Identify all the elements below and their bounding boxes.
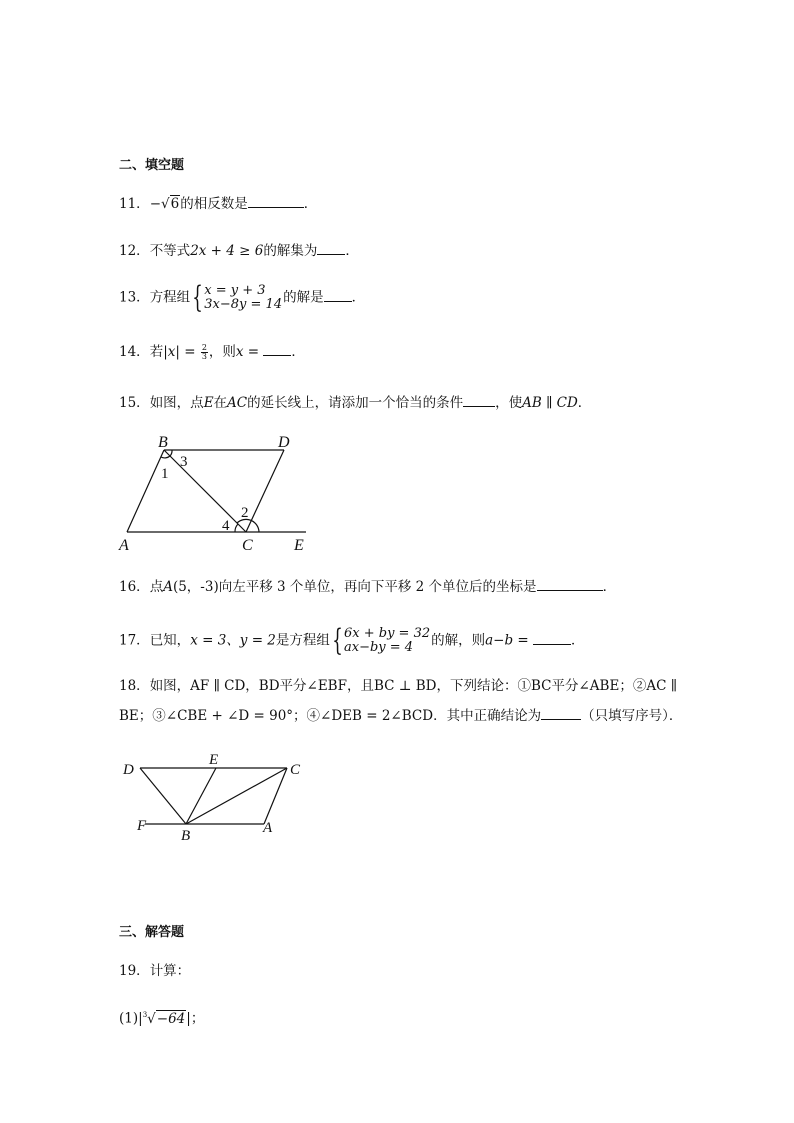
answer-blank[interactable] xyxy=(324,289,352,302)
inequality-expression: 2x + 4 ≥ 6 xyxy=(190,243,264,259)
root-index: 3 xyxy=(142,1011,148,1019)
angle-label-2: 2 xyxy=(241,505,249,521)
angle-arc-1 xyxy=(161,456,170,458)
segment-DB xyxy=(140,768,186,824)
angle-label-4: 4 xyxy=(222,518,230,534)
question-number: 14． xyxy=(119,344,150,360)
section-title-solve: 三、解答题 xyxy=(119,925,185,940)
angle-label-3: 3 xyxy=(180,454,188,470)
segment-AB xyxy=(127,450,164,532)
point-label-A: A xyxy=(119,537,129,554)
segment-DC xyxy=(246,450,284,532)
question-18-line-2: BE；③∠CBE + ∠D = 90°；④∠DEB = 2∠BCD．其中正确结论为 （只填写序号）． xyxy=(119,708,683,724)
question-13: 13．方程组 { x = y + 3 3x−8y = 14 的解是 ． xyxy=(119,280,366,315)
question-number: 17． xyxy=(119,632,150,649)
equation-system: { 6x + by = 32 ax−by = 4 xyxy=(332,623,431,658)
fraction: $\frac{2}{3}$ xyxy=(201,343,207,361)
question-15: 15．如图，点E在AC的延长线上，请添加一个恰当的条件 ，使AB ∥ CD． xyxy=(119,395,592,411)
question-11: 11．−√6的相反数是 ． xyxy=(119,196,318,212)
question-number: 16． xyxy=(119,579,150,595)
question-number: 15． xyxy=(119,395,150,411)
question-number: 11． xyxy=(119,196,150,212)
answer-blank[interactable] xyxy=(537,578,603,591)
question-14: 14．若|x| = $\frac{2}{3}$ ，则x = ． xyxy=(119,343,305,361)
question-number: 18． xyxy=(119,678,150,694)
point-label-A: A xyxy=(263,820,273,836)
answer-blank[interactable] xyxy=(463,394,495,407)
question-17: 17．已知，x = 3、y = 2是方程组 { 6x + by = 32 ax−by = 4 的解，则a−b = ． xyxy=(119,623,585,658)
answer-blank[interactable] xyxy=(317,242,345,255)
figure-15-parallelogram xyxy=(110,428,320,558)
answer-blank[interactable] xyxy=(533,632,571,645)
angle-label-1: 1 xyxy=(161,466,169,482)
point-label-D: D xyxy=(123,762,134,778)
point-label-B: B xyxy=(158,434,168,451)
question-number: 13． xyxy=(119,289,150,306)
absolute-value-expression: |x| = xyxy=(163,344,196,360)
angle-arc-4 xyxy=(235,524,238,532)
question-19: 19．计算： xyxy=(119,963,191,979)
question-18-line-1: 18．如图，AF ∥ CD，BD平分∠EBF，且BC ⊥ BD，下列结论：①BC平分∠ABE；②AC ∥ xyxy=(119,678,677,694)
left-brace-icon: { xyxy=(192,280,203,315)
equation-system: { x = y + 3 3x−8y = 14 xyxy=(192,280,283,315)
point-label-D: D xyxy=(278,434,290,451)
left-brace-icon: { xyxy=(332,623,343,658)
section-title-fill-blank: 二、填空题 xyxy=(119,158,185,173)
question-number: 19． xyxy=(119,963,150,979)
answer-blank[interactable] xyxy=(263,343,291,356)
point-label-B: B xyxy=(181,828,191,844)
angle-arc-3 xyxy=(170,450,172,456)
point-label-C: C xyxy=(242,537,253,554)
point-label-F: F xyxy=(137,818,147,834)
sqrt-expression: √6 xyxy=(161,196,180,212)
answer-blank[interactable] xyxy=(541,707,581,720)
question-12: 12．不等式2x + 4 ≥ 6的解集为 ． xyxy=(119,243,359,259)
figure-18-trapezoid xyxy=(115,750,315,846)
point-label-E: E xyxy=(209,752,219,768)
answer-blank[interactable] xyxy=(248,195,304,208)
question-19-part-1: $(1)|^3√-64|$； xyxy=(119,1010,205,1027)
segment-CA xyxy=(264,768,287,824)
cube-root-expression: √−64 xyxy=(147,1010,186,1027)
point-label-C: C xyxy=(290,762,301,778)
question-16: 16．点A(5，-3)向左平移 3 个单位，再向下平移 2 个单位后的坐标是 ． xyxy=(119,579,617,595)
point-label-E: E xyxy=(294,537,304,554)
question-number: 12． xyxy=(119,243,150,259)
segment-BC xyxy=(164,450,246,532)
